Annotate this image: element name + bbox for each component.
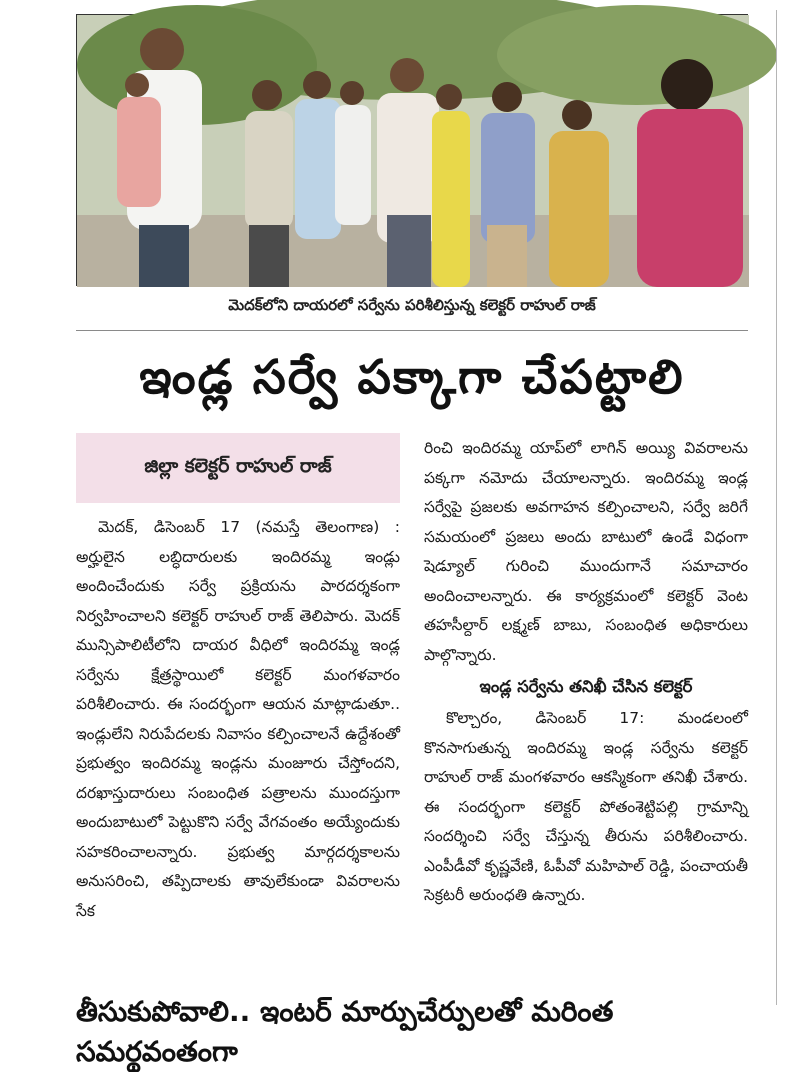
right-column-story2: కొల్చారం, డిసెంబర్ 17: మండలంలో కొనసాగుతున్న ఇందిరమ్మ ఇండ్ల సర్వేను కలెక్టర్ రాహుల్ రాజ్ మంగళవారం ఆకస్మికంగా తనిఖీ చేశారు. ఈ సందర్భంగా కలెక్టర్ పోతంశెట్టిపల్లి గ్రామాన్ని సందర్శించి సర్వే చేస్తున్న తీరును పరిశీలించారు. ఎంపీడీవో కృష్ణవేణి, ఓపీవో మహిపాల్ రెడ్డి, పంచాయతీ సెక్రటరీ అరుంధతి ఉన్నారు. xyxy=(424,709,748,904)
news-photo xyxy=(76,14,748,286)
left-column-text: మెదక్, డిసెంబర్ 17 (నమస్తే తెలంగాణ) : అర్హులైన లబ్ధిదారులకు ఇందిరమ్మ ఇండ్లు అందించేందుకు సర్వే ప్రక్రియను పారదర్శకంగా నిర్వహించాలని కలెక్టర్ రాహుల్ రాజ్ తెలిపారు. మెదక్ మున్సిపాలిటీలోని దాయర వీధిలో ఇందిరమ్మ ఇండ్ల సర్వేను క్షేత్రస్థాయిలో కలెక్టర్ మంగళవారం పరిశీలించారు. ఈ సందర్భంగా ఆయన మాట్లాడుతూ.. ఇండ్లులేని నిరుపేదలకు నివాసం కల్పించాలనే ఉద్దేశంతో ప్రభుత్వం ఇందిరమ్మ ఇండ్లను మంజూరు చేస్తోందని, దరఖాస్తుదారులు సంబంధిత పత్రాలను ముందస్తుగా అందుబాటులో పెట్టుకొని సర్వే వేగవంతం అయ్యేందుకు సహకరించాలన్నారు. ప్రభుత్వ మార్గదర్శకాలను అనుసరించి, తప్పిదాలకు తావులేకుండా వివరాలను సేక xyxy=(76,518,400,920)
column-rule xyxy=(776,10,777,1005)
right-column-continued: రించి ఇందిరమ్మ యాప్‌లో లాగిన్ అయ్యి వివరాలను పక్కగా నమోదు చేయాలన్నారు. ఇందిరమ్మ ఇండ్ల సర్వేపై ప్రజలకు అవగాహన కల్పించాలని, సర్వే జరిగే సమయంలో ప్రజలు అందు బాటులో ఉండే విధంగా షెడ్యూల్ గురించి ముందుగానే సమాచారం అందించాలన్నారు. ఈ కార్యక్రమంలో కలెక్టర్ వెంట తహసీల్దార్ లక్ష్మణ్ బాబు, సంబంధిత అధికారులు పాల్గొన్నారు. xyxy=(424,439,748,664)
right-column xyxy=(424,434,748,911)
next-headline-cut: తీసుకుపోవాలి.. ఇంటర్ మార్పుచేర్పులతో మరింత సమర్థవంతంగా xyxy=(76,995,614,1068)
headline: ఇండ్ల సర్వే పక్కాగా చేపట్టాలి xyxy=(139,350,685,405)
subheadline-box xyxy=(76,433,400,503)
subheadline: జిల్లా కలెక్టర్ రాహుల్ రాజ్ xyxy=(144,454,332,477)
right-subhead: ఇండ్ల సర్వేను తనిఖీ చేసిన కలెక్టర్ xyxy=(479,677,693,696)
photo-illustration xyxy=(77,15,749,287)
photo-caption: మెదక్‌లోని దాయరలో సర్వేను పరిశీలిస్తున్న కలెక్టర్ రాహుల్ రాజ్ xyxy=(228,296,596,314)
left-column xyxy=(76,513,400,926)
divider xyxy=(76,330,748,331)
